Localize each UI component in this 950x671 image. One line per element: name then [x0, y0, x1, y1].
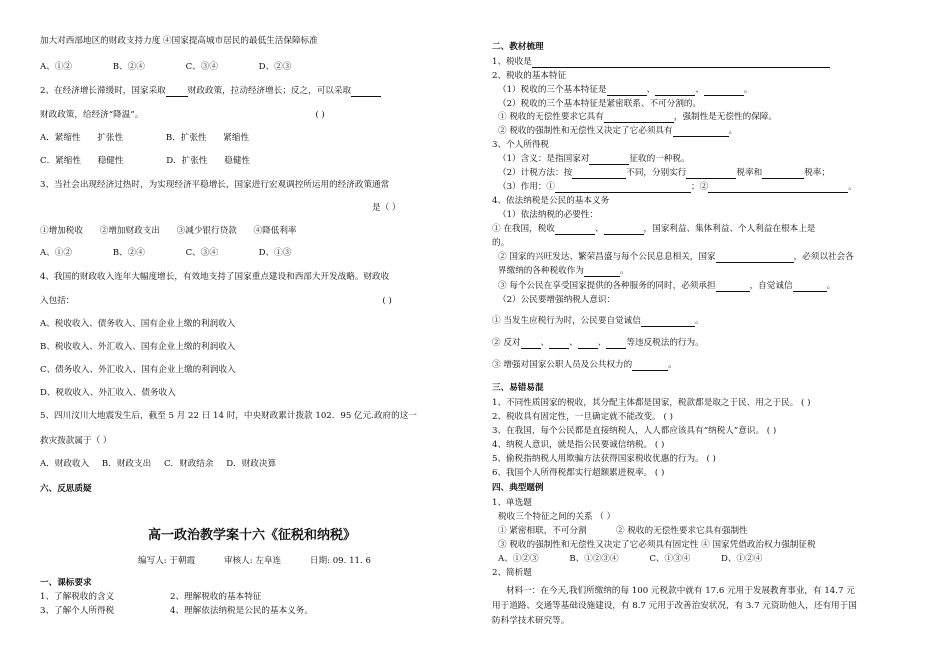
answer-blank[interactable]	[762, 169, 804, 179]
question-3-items	[40, 226, 297, 237]
answer-blank[interactable]	[584, 267, 620, 277]
answer-paren[interactable]: ( )	[315, 110, 325, 120]
option: A、①②	[40, 62, 72, 72]
option: A．财政收入	[40, 459, 90, 469]
text: 。	[743, 85, 753, 95]
error-item: 6、我国个人所得税都实行超额累进税率。 ( )	[492, 468, 665, 478]
line-20: ② 反对 、 、 、 等违反税法的行为。	[492, 338, 704, 348]
answer-blank[interactable]	[578, 339, 598, 349]
question-2-options-row2	[40, 156, 250, 167]
text: 2、税收的基本特征	[492, 71, 567, 81]
answer-blank[interactable]	[632, 361, 668, 371]
line-6	[492, 126, 737, 137]
requirement: 1、了解税收的含义	[40, 592, 115, 602]
section-heading: 三、易错易混	[492, 383, 544, 393]
text: ① 在我国，税收	[492, 224, 555, 234]
option: C．紧缩性	[40, 156, 81, 166]
line-16	[492, 266, 629, 277]
option: B、②④	[112, 62, 145, 72]
section-heading: 四、典型题例	[492, 483, 544, 493]
answer-blank[interactable]	[549, 339, 569, 349]
answer-options	[492, 554, 762, 565]
material-text: 材料一：在今天,我们所缴纳的每 100 元税款中就有 17.6 元用于发展教育事业，有 14.7 元	[506, 586, 855, 596]
line-10	[492, 182, 857, 193]
question-3-options	[40, 248, 291, 259]
option: C．财政结余	[163, 459, 214, 469]
requirements-row	[40, 592, 261, 603]
answer-blank[interactable]	[604, 225, 644, 235]
text: （1）含义：是指国家对	[498, 154, 590, 164]
option: ③减少银行贷款	[176, 226, 237, 236]
answer-blank[interactable]	[641, 317, 695, 327]
text: ，国家利益、集体利益、个人利益在根本上是	[643, 224, 816, 234]
option: ②增加财政支出	[99, 226, 160, 236]
question-5-options	[40, 459, 276, 470]
text: ；②	[691, 182, 709, 192]
question-options	[40, 62, 291, 73]
requirements-row	[40, 606, 313, 617]
option: B．财政支出	[101, 459, 152, 469]
text: （1）依法纳税的必要性：	[498, 210, 598, 220]
answer-blank[interactable]	[351, 87, 381, 97]
option: C、债务收入、外汇收入、国有企业上缴的利润收入	[40, 365, 236, 375]
text: 、	[695, 85, 704, 95]
question-text: 是（ ）	[372, 203, 401, 213]
author: 编写人: 于朝霞	[138, 556, 196, 566]
answer-blank[interactable]	[555, 183, 691, 193]
text: 。	[619, 266, 629, 276]
option: ① 紧密相联，不可分割	[498, 526, 587, 536]
text: ② 国家的兴旺发达、繁荣昌盛与每个公民息息相关，国家	[498, 252, 716, 262]
text: ，自觉诚信	[749, 281, 793, 291]
option: ③ 税收的强制性和无偿性又决定了它必须具有固定性 ④ 国家凭借政治权力强制征税	[498, 540, 816, 550]
text: ③ 每个公民在享受国家提供的各种服务的同时，必须承担	[498, 281, 716, 291]
text: 2、简析题	[492, 568, 532, 578]
answer-blank[interactable]	[716, 253, 794, 263]
option: A、税收收入、债务收入、国有企业上缴的利润收入	[40, 319, 236, 329]
option: A．紧缩性	[40, 133, 81, 143]
text: （2）税收的三个基本特征是紧密联系、不可分割的。	[498, 99, 702, 109]
section-heading: 一、课标要求	[40, 578, 92, 588]
option: ② 税收的无偿性要求它具有强制性	[616, 526, 748, 536]
byline	[138, 556, 371, 567]
text: 。	[826, 281, 836, 291]
option: D．财政决算	[226, 459, 277, 469]
answer-blank[interactable]	[521, 339, 541, 349]
text: 3、个人所得税	[492, 140, 550, 150]
text: 。	[668, 360, 677, 370]
option: D、①②④	[721, 554, 763, 564]
option: ④降低利率	[253, 226, 297, 236]
option: B．扩张性	[165, 133, 207, 143]
line-19	[492, 316, 703, 327]
option: 稳健性	[224, 156, 251, 166]
text: ③ 增强对国家公职人员及公共权力的	[492, 360, 633, 370]
line-3	[492, 85, 752, 96]
error-item: 5、偷税指纳税人用欺骗方法获得国家税收优惠的行为。 ( )	[492, 454, 716, 464]
question-text: 救灾拨款属于（ ）	[40, 436, 112, 446]
requirement: 2、理解税收的基本特征	[170, 592, 262, 602]
material-text: 防科学技术研究等。	[492, 616, 570, 626]
requirement: 3、了解个人所得税	[40, 606, 115, 616]
option: D、税收收入、外汇收入、债务收入	[40, 388, 176, 398]
answer-blank[interactable]	[589, 155, 629, 165]
text: 。	[848, 182, 857, 192]
section-heading: 六、反思质疑	[40, 484, 92, 494]
line-17	[492, 281, 835, 292]
error-item: 2、税收具有固定性，一旦确定就不能改变。 ( )	[492, 412, 673, 422]
text: （2）公民要增强纳税人意识：	[498, 295, 616, 305]
option: C、①③④	[649, 554, 691, 564]
option: 稳健性	[97, 156, 124, 166]
error-item: 4、纳税人意识，就是指公民要诚信纳税。 ( )	[492, 440, 665, 450]
text: ，强制性是无偿性的保障。	[673, 112, 777, 122]
answer-blank[interactable]	[716, 282, 750, 292]
answer-blank[interactable]	[604, 113, 674, 123]
answer-blank[interactable]	[607, 86, 647, 96]
question-text: 2、在经济增长滞缓时，国家采取	[40, 86, 166, 96]
text: 、	[594, 224, 604, 234]
question-2	[40, 86, 381, 97]
answer-blank[interactable]	[606, 339, 626, 349]
question-text: 4、我国的财政收入连年大幅度增长，有效地支持了国家重点建设和西部大开发战略。财政收	[40, 272, 390, 282]
question-text: 加大对西部地区的财政支持力度 ④国家提高城市居民的最低生活保障标准	[40, 36, 318, 46]
text: 、	[646, 85, 656, 95]
line-9	[492, 168, 830, 179]
text: 的。	[492, 238, 510, 248]
answer-paren[interactable]: ( )	[382, 296, 392, 306]
text: 界缴纳的各种税收作为	[498, 266, 584, 276]
answer-blank[interactable]	[166, 87, 188, 97]
text: （1）税收的三个基本特征是	[498, 85, 607, 95]
text: 征收的一种税。	[629, 154, 690, 164]
line-5	[492, 112, 777, 123]
answer-blank[interactable]	[708, 183, 848, 193]
option: D．扩张性	[166, 156, 208, 166]
option: A、①②③	[498, 554, 539, 564]
question-text: 财政政策，给经济“降温”。	[40, 110, 144, 120]
text: ① 税收的无偿性要求它具有	[498, 112, 604, 122]
reviewer: 审核人: 左阜连	[223, 556, 282, 566]
material-text: 用于道路、交通等基础设施建设，有 8.7 元用于改善治安状况，有 3.7 元资助他人，还有用于国	[492, 601, 857, 611]
answer-blank[interactable]	[686, 169, 736, 179]
text: 1、税收是	[492, 57, 532, 67]
option: C、③④	[185, 248, 218, 258]
text: 。	[694, 316, 704, 326]
answer-blank[interactable]	[532, 58, 830, 68]
text: （3）作用：①	[498, 182, 556, 192]
date: 日期: 09. 11. 6	[309, 556, 371, 566]
line-15	[492, 252, 854, 263]
answer-blank[interactable]	[555, 225, 595, 235]
text: 1、单选题	[492, 498, 532, 508]
line-13	[492, 224, 815, 235]
error-item: 3、在我国，每个公民都是直接纳税人，人人都应该具有“纳税人”意识。 ( )	[492, 426, 777, 436]
answer-blank[interactable]	[793, 282, 827, 292]
option: D、②③	[258, 62, 292, 72]
error-item: 1、不同性质国家的税收，其分配主体都是国家，税款都是取之于民、用之于民。 ( )	[492, 398, 811, 408]
option: B、税收收入、外汇收入、国有企业上缴的利润收入	[40, 342, 236, 352]
line-21	[492, 360, 677, 371]
text: ，必须以社会各	[793, 252, 854, 262]
text: 税率和	[736, 168, 763, 178]
option: C、③④	[185, 62, 218, 72]
text: ① 当发生应税行为时，公民要自觉诚信	[492, 316, 641, 326]
question-text: 财政政策，拉动经济增长；反之，可以采取	[187, 86, 352, 96]
answer-blank[interactable]	[673, 127, 729, 137]
option: ①增加税收	[40, 226, 83, 236]
text: 不同，分别实行	[626, 168, 687, 178]
option: 紧缩性	[223, 133, 250, 143]
question-4-line2	[40, 296, 392, 307]
question-2-line2	[40, 110, 325, 121]
option: B、②④	[112, 248, 145, 258]
text: 等违反税法的行为。	[626, 338, 704, 348]
answer-blank[interactable]	[572, 169, 626, 179]
option: A、①②	[40, 248, 72, 258]
answer-blank[interactable]	[655, 86, 695, 96]
section-heading: 二、教材梳理	[492, 42, 544, 52]
text: ② 税收的强制性和无偿性又决定了它必须具有	[498, 126, 673, 136]
question-text: 5、四川汶川大地震发生后，截至 5 月 22 日 14 时，中央财政累计拨款 102．95 亿元.政府的这一	[40, 411, 417, 421]
text: （2）计税方法：按	[498, 168, 573, 178]
option: B、①②③④	[569, 554, 619, 564]
requirement: 4、理解依法纳税是公民的基本义务。	[170, 606, 313, 616]
text: 4、依法纳税是公民的基本义务	[492, 196, 610, 206]
text: 。	[728, 126, 738, 136]
question-text: 税收三个特征之间的关系 （ ）	[498, 512, 616, 522]
question-text: 3、当社会出现经济过热时，为实现经济平稳增长，国家进行宏观调控所运用的经济政策通常	[40, 180, 390, 190]
text: ② 反对	[492, 338, 521, 348]
page-title: 高一政治教学案十六《征税和纳税》	[148, 528, 357, 543]
question-2-options-row1	[40, 133, 249, 144]
text: 税率；	[804, 168, 830, 178]
option: D、①③	[258, 248, 292, 258]
option: 扩张性	[97, 133, 124, 143]
line-8	[492, 154, 690, 165]
line-1	[492, 57, 830, 68]
question-text: 入包括：	[40, 296, 75, 306]
options-row	[492, 526, 748, 537]
answer-blank[interactable]	[704, 86, 744, 96]
